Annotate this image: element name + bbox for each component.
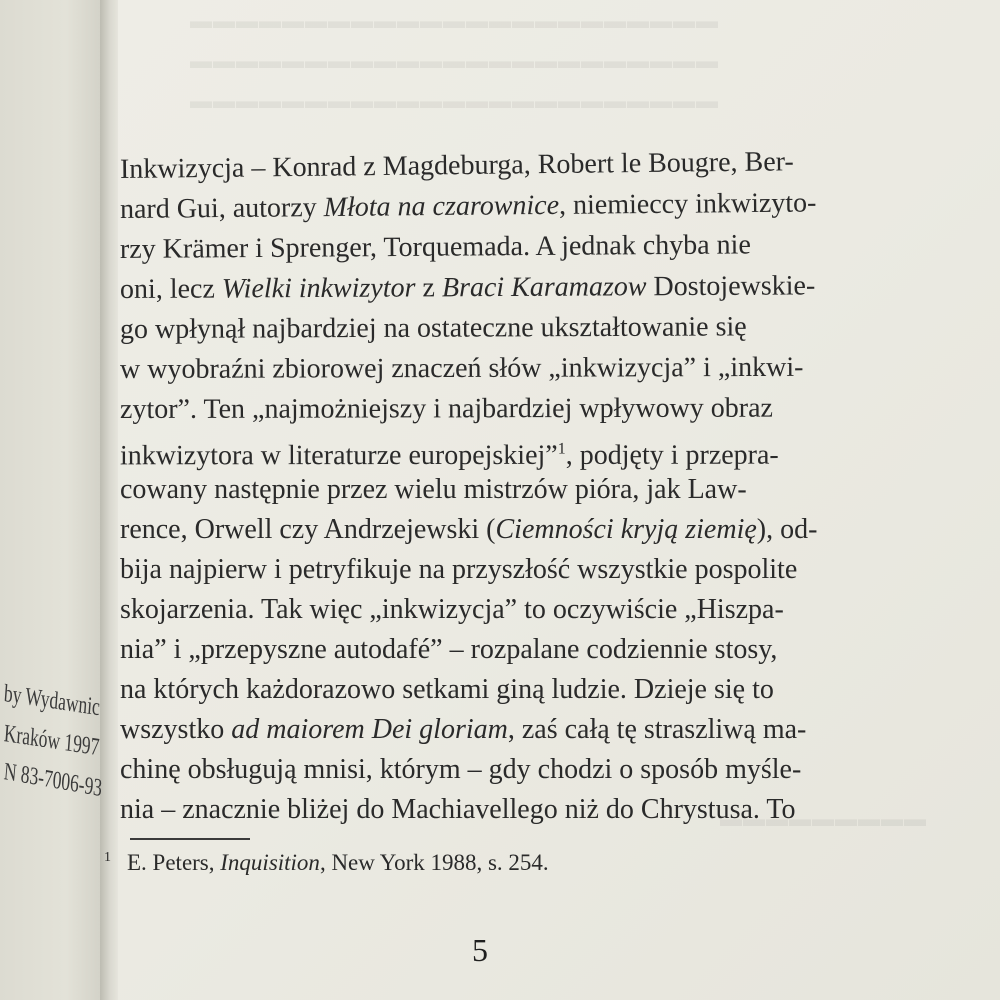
- text-segment: ), od-: [756, 514, 818, 545]
- left-page-fragment: [0, 668, 108, 818]
- show-through-text: ▬▬▬▬▬▬▬▬▬: [720, 806, 927, 831]
- text-segment: z: [415, 272, 442, 304]
- italic-title: Młota na czarownice: [323, 189, 560, 224]
- text-segment: w wyobraźni zbiorowej znaczeń słów „inkwizycja” i „inkwi-: [119, 351, 804, 385]
- text-line: [120, 348, 910, 390]
- text-line: [120, 307, 910, 350]
- footnote-rest: , New York 1988, s. 254.: [319, 850, 549, 875]
- text-line: [120, 510, 910, 550]
- page-number: 5: [472, 932, 488, 968]
- text-segment: bija najpierw i petryfikuje na przyszłość wszystkie pospolite: [120, 554, 798, 585]
- left-fragment-line: by Wydawnic: [3, 680, 101, 722]
- text-segment: inkwizytora w literaturze europejskiej”: [119, 439, 558, 472]
- footnote-reference: 1: [557, 440, 566, 458]
- text-line: [120, 388, 910, 430]
- text-line: [120, 630, 910, 670]
- text-line: [120, 750, 910, 790]
- text-line: [120, 266, 910, 310]
- text-segment: , podjęty i przepra-: [565, 439, 779, 471]
- footnote-title: Inquisition: [220, 850, 320, 875]
- italic-title: Braci Karamazow: [441, 271, 647, 304]
- text-line: [120, 590, 910, 630]
- text-segment: chinę obsługują mnisi, którym – gdy chodzi o sposób myśle-: [120, 754, 802, 785]
- text-segment: Inkwizycja – Konrad z Magdeburga, Robert le Bougre, Ber-: [119, 146, 794, 185]
- text-segment: zytor”. Ten „najmożniejszy i najbardziej wpływowy obraz: [119, 392, 773, 425]
- text-segment: nard Gui, autorzy: [119, 192, 324, 225]
- left-fragment-line: N 83-7006-93: [2, 758, 104, 803]
- text-line: [120, 183, 910, 230]
- text-segment: cowany następnie przez wielu mistrzów pióra, jak Law-: [120, 474, 747, 505]
- text-segment: nia” i „przepyszne autodafé” – rozpalane codziennie stosy,: [120, 634, 778, 665]
- text-line: [120, 670, 910, 710]
- text-segment: nia – znacznie bliżej do Machiavellego niż do Chrystusa. To: [120, 794, 796, 825]
- text-segment: rence, Orwell czy Andrzejewski (: [120, 514, 496, 545]
- footnote-author: E. Peters,: [127, 850, 221, 875]
- left-page: [0, 0, 110, 1000]
- footnote-marker: 1: [104, 850, 111, 865]
- show-through-text: ▬▬▬▬▬▬▬▬▬▬▬▬▬▬▬▬▬▬▬▬▬▬▬: [190, 8, 719, 33]
- italic-title: Wielki inkwizytor: [221, 272, 416, 305]
- text-segment: go wpłynął najbardziej na ostateczne ukształtowanie się: [119, 311, 747, 345]
- text-segment: oni, lecz: [119, 273, 222, 305]
- text-segment: skojarzenia. Tak więc „inkwizycja” to oczywiście „Hiszpa-: [120, 594, 784, 625]
- text-line: [120, 429, 910, 470]
- text-segment: rzy Krämer i Sprenger, Torquemada. A jednak chyba nie: [119, 229, 751, 265]
- text-segment: , zaś całą tę straszliwą ma-: [507, 714, 807, 745]
- footnote-separator: [130, 838, 250, 840]
- text-line: [120, 710, 910, 750]
- footnote: [104, 850, 549, 876]
- show-through-text: ▬▬▬▬▬▬▬▬▬▬▬▬▬▬▬▬▬▬▬▬▬▬▬: [190, 48, 719, 73]
- text-line: [120, 550, 910, 590]
- text-segment: wszystko: [120, 714, 232, 745]
- text-line: [120, 470, 910, 510]
- text-segment: Dostojewskie-: [646, 270, 816, 303]
- show-through-text: ▬▬▬▬▬▬▬▬▬▬▬▬▬▬▬▬▬▬▬▬▬▬▬: [190, 88, 719, 113]
- text-segment: , niemieccy inkwizyto-: [558, 187, 817, 221]
- text-line: [120, 790, 910, 830]
- text-segment: na których każdorazowo setkami giną ludzie. Dzieje się to: [120, 674, 774, 705]
- italic-title: Ciemności kryją ziemię: [495, 514, 757, 545]
- italic-title: ad maiorem Dei gloriam: [231, 714, 508, 745]
- text-line: [120, 224, 910, 270]
- left-fragment-line: Kraków 1997: [3, 720, 101, 762]
